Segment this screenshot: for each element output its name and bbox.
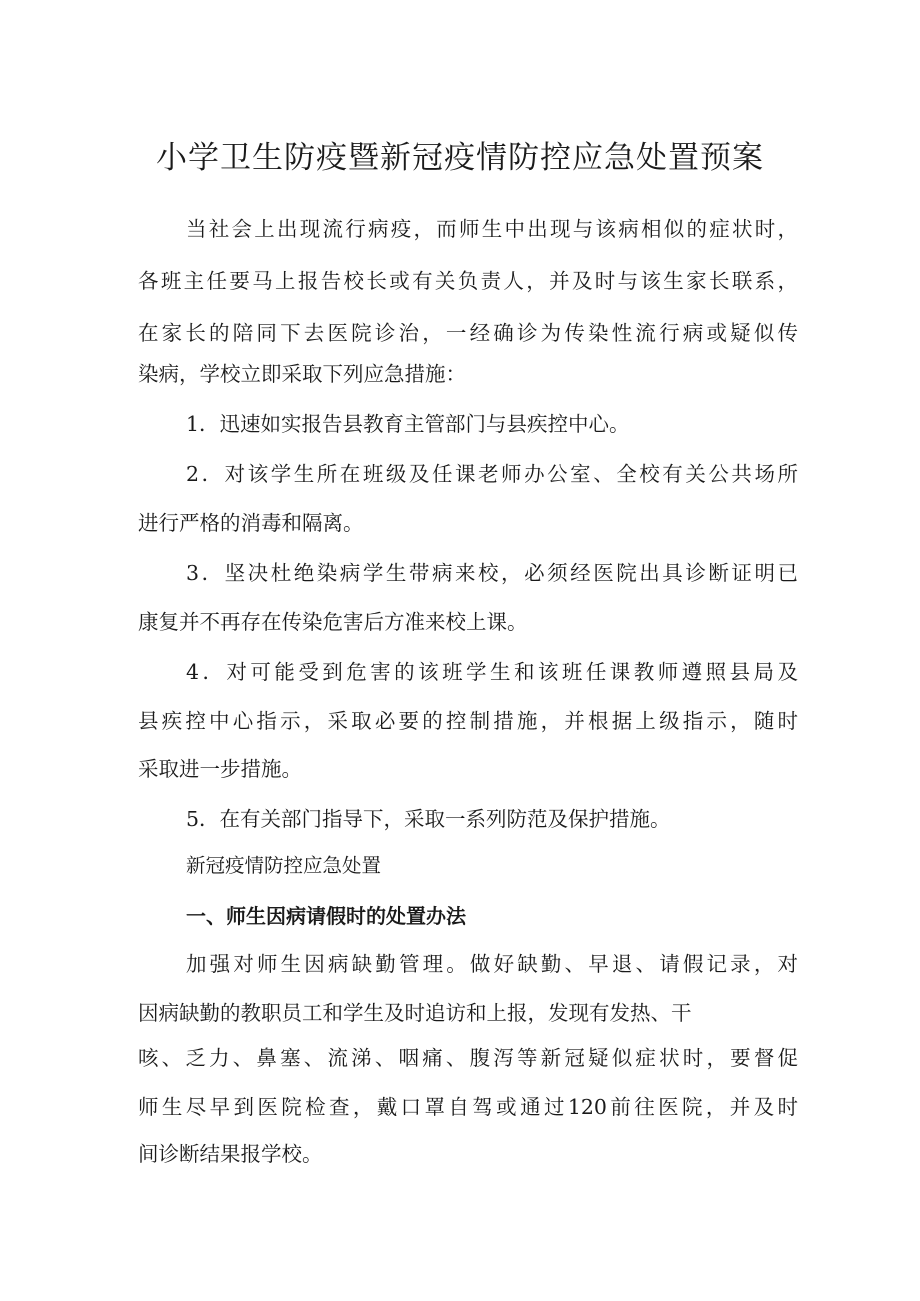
paragraph-intro-line-4: 染病，学校立即采取下列应急措施： <box>138 362 466 386</box>
paragraph-intro-line-1: 当社会上出现流行病疫，而师生中出现与该病相似的症状时， <box>186 217 798 241</box>
section-heading-1: 一、师生因病请假时的处置办法 <box>186 904 466 928</box>
measure-5-line-1: 5．在有关部门指导下，采取一系列防范及保护措施。 <box>186 807 671 831</box>
measure-3-line-2: 康复并不再存在传染危害后方准来校上课。 <box>138 610 528 634</box>
section-1-line-3: 咳、乏力、鼻塞、流涕、咽痛、腹泻等新冠疑似症状时，要督促 <box>138 1046 798 1070</box>
measure-2-line-1: 2．对该学生所在班级及任课老师办公室、全校有关公共场所 <box>186 462 798 486</box>
measure-4-line-1: 4．对可能受到危害的该班学生和该班任课教师遵照县局及 <box>186 660 798 684</box>
paragraph-intro-line-3: 在家长的陪同下去医院诊治，一经确诊为传染性流行病或疑似传 <box>138 321 798 345</box>
section-1-line-2: 因病缺勤的教职员工和学生及时追访和上报，发现有发热、干 <box>138 1001 692 1025</box>
paragraph-intro-line-2: 各班主任要马上报告校长或有关负责人，并及时与该生家长联系， <box>138 269 798 293</box>
section-1-line-5: 间诊断结果报学校。 <box>138 1142 323 1166</box>
measure-3-line-1: 3．坚决杜绝染病学生带病来校，必须经医院出具诊断证明已 <box>186 561 798 585</box>
measure-4-line-2: 县疾控中心指示，采取必要的控制措施，并根据上级指示，随时 <box>138 709 798 733</box>
measure-1-line-1: 1．迅速如实报告县教育主管部门与县疾控中心。 <box>186 412 630 436</box>
section-1-line-1: 加强对师生因病缺勤管理。做好缺勤、早退、请假记录，对 <box>186 952 798 976</box>
document-title: 小学卫生防疫暨新冠疫情防控应急处置预案 <box>156 140 764 176</box>
measure-4-line-3: 采取进一步措施。 <box>138 757 302 781</box>
section-subtitle: 新冠疫情防控应急处置 <box>186 854 382 877</box>
measure-2-line-2: 进行严格的消毒和隔离。 <box>138 511 364 535</box>
section-1-line-4: 师生尽早到医院检查，戴口罩自驾或通过120前往医院，并及时 <box>138 1095 798 1119</box>
